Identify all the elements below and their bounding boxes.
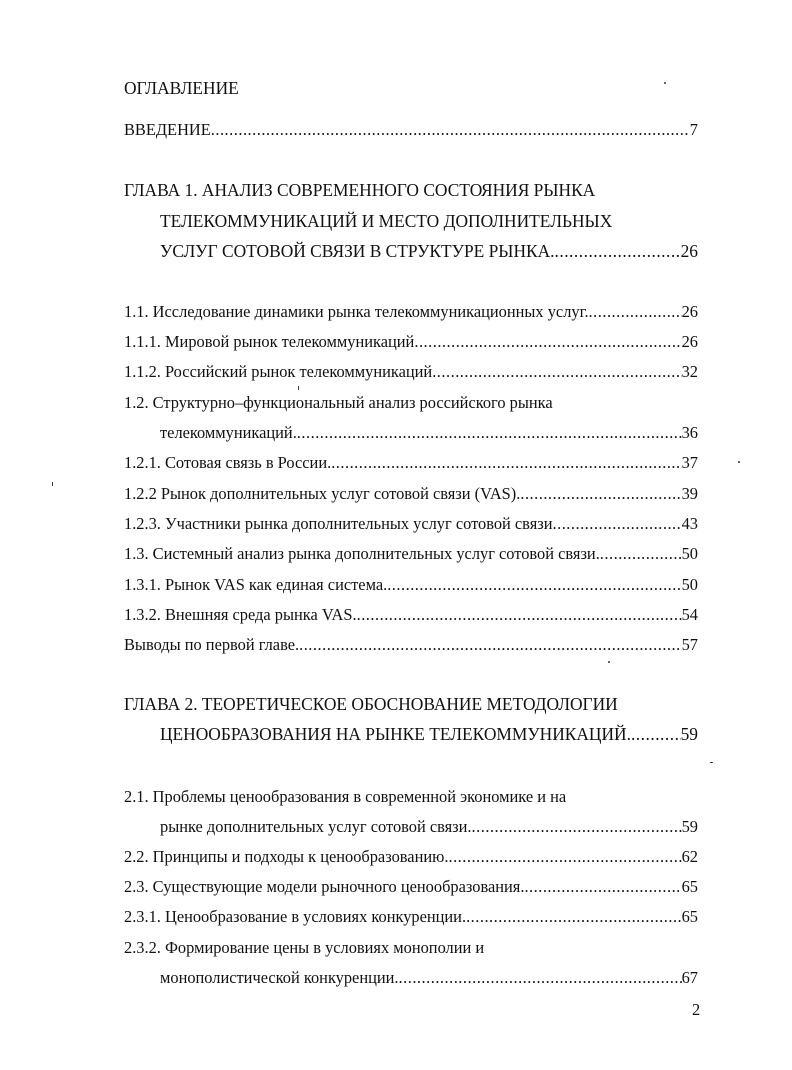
toc-entry-title: 1.1. Исследование динамики рынка телекоммуникационных услуг.	[124, 302, 589, 321]
toc-leader-dots	[631, 724, 681, 744]
toc-leader-dots	[589, 302, 682, 322]
toc-entry-page: 59	[681, 817, 698, 836]
toc-entry-page: 26	[681, 332, 698, 351]
toc-entry-page: 62	[681, 847, 698, 866]
scan-speck	[298, 386, 299, 390]
toc-entry-1-2-3[interactable]	[124, 514, 698, 534]
scan-speck	[738, 461, 740, 463]
toc-entry-title: 1.3.2. Внешняя среда рынка VAS.	[124, 605, 357, 624]
toc-entry-title: 2.3.1. Ценообразование в условиях конкуренции.	[124, 907, 467, 926]
toc-entry-page: 36	[681, 423, 698, 442]
toc-entry-title: ВВЕДЕНИЕ	[124, 120, 211, 139]
toc-entry-page: 43	[681, 514, 698, 533]
scan-speck	[608, 661, 610, 663]
toc-entry-title: Выводы по первой главе.	[124, 635, 300, 654]
toc-entry-2-1-line-2[interactable]	[160, 817, 698, 837]
toc-entry-title: телекоммуникаций.	[160, 423, 297, 442]
toc-leader-dots	[432, 362, 681, 382]
toc-entry-1-3[interactable]	[124, 544, 698, 564]
toc-leader-dots	[299, 635, 682, 655]
toc-entry-title: 1.2.1. Сотовая связь в России.	[124, 453, 332, 472]
toc-entry-introduction[interactable]	[124, 120, 698, 140]
toc-entry-page: 65	[681, 907, 698, 926]
toc-entry-title: 1.2.3. Участники рынка дополнительных услуг сотовой связи	[124, 514, 553, 533]
toc-leader-dots	[331, 453, 681, 473]
toc-chapter-1-line-3[interactable]	[160, 241, 698, 261]
toc-leader-dots	[211, 120, 690, 140]
scan-speck	[710, 762, 713, 763]
toc-entry-title: 2.3. Существующие модели рыночного ценообразования.	[124, 877, 525, 896]
toc-leader-dots	[553, 514, 682, 534]
page-number: 2	[692, 1000, 701, 1019]
toc-entry-page: 54	[681, 605, 698, 624]
toc-leader-dots	[555, 241, 681, 261]
toc-entry-1-2-1[interactable]	[124, 453, 698, 473]
toc-entry-1-1-1[interactable]	[124, 332, 698, 352]
toc-chapter-2-line-2[interactable]	[160, 724, 698, 744]
toc-entry-1-3-1[interactable]	[124, 575, 698, 595]
toc-leader-dots	[357, 605, 682, 625]
toc-entry-page: 7	[689, 120, 698, 139]
toc-leader-dots	[466, 907, 682, 927]
toc-entry-1-2-line-1[interactable]: 1.2. Структурно–функциональный анализ российского рынка	[124, 393, 553, 412]
toc-entry-conclusions-1[interactable]	[124, 635, 698, 655]
toc-entry-2-3-2-line-1[interactable]: 2.3.2. Формирование цены в условиях монополии и	[124, 938, 485, 957]
toc-entry-page: 50	[681, 544, 698, 563]
toc-leader-dots	[520, 484, 681, 504]
toc-entry-title: 1.2.2 Рынок дополнительных услуг сотовой связи (VAS).	[124, 484, 521, 503]
toc-entry-1-2-line-2[interactable]	[160, 423, 698, 443]
toc-entry-title: 1.3. Системный анализ рынка дополнительных услуг сотовой связи.	[124, 544, 600, 563]
toc-entry-title: ЦЕНООБРАЗОВАНИЯ НА РЫНКЕ ТЕЛЕКОММУНИКАЦИЙ.	[160, 724, 631, 744]
toc-leader-dots	[297, 423, 682, 443]
toc-entry-page: 59	[680, 724, 698, 744]
toc-entry-1-3-2[interactable]	[124, 605, 698, 625]
toc-chapter-1-line-2[interactable]: ТЕЛЕКОММУНИКАЦИЙ И МЕСТО ДОПОЛНИТЕЛЬНЫХ	[160, 211, 613, 231]
toc-entry-page: 26	[680, 241, 698, 261]
toc-entry-title: монополистической конкуренции.	[160, 968, 399, 987]
toc-leader-dots	[399, 968, 682, 988]
toc-heading: ОГЛАВЛЕНИЕ	[124, 78, 239, 98]
toc-entry-title: УСЛУГ СОТОВОЙ СВЯЗИ В СТРУКТУРЕ РЫНКА.	[160, 241, 555, 261]
toc-entry-page: 65	[681, 877, 698, 896]
toc-entry-title: 1.1.2. Российский рынок телекоммуникаций	[124, 362, 433, 381]
toc-entry-2-3[interactable]	[124, 877, 698, 897]
toc-entry-2-1-line-1[interactable]: 2.1. Проблемы ценообразования в современной экономике и на	[124, 787, 567, 806]
toc-entry-1-1-2[interactable]	[124, 362, 698, 382]
toc-chapter-1-line-1[interactable]: ГЛАВА 1. АНАЛИЗ СОВРЕМЕННОГО СОСТОЯНИЯ РЫНКА	[124, 180, 596, 200]
scan-speck	[52, 482, 53, 486]
toc-entry-2-3-1[interactable]	[124, 907, 698, 927]
toc-entry-page: 26	[681, 302, 698, 321]
toc-entry-2-2[interactable]	[124, 847, 698, 867]
toc-entry-1-2-2[interactable]	[124, 484, 698, 504]
toc-entry-page: 50	[681, 575, 698, 594]
toc-leader-dots	[524, 877, 681, 897]
toc-entry-title: 2.2. Принципы и подходы к ценообразованию.	[124, 847, 449, 866]
toc-entry-page: 67	[681, 968, 698, 987]
toc-entry-title: рынке дополнительных услуг сотовой связи.	[160, 817, 472, 836]
toc-entry-1-1[interactable]	[124, 302, 698, 322]
scan-speck	[664, 82, 666, 84]
toc-leader-dots	[600, 544, 682, 564]
toc-entry-title: 1.1.1. Мировой рынок телекоммуникаций	[124, 332, 415, 351]
toc-chapter-2-line-1[interactable]: ГЛАВА 2. ТЕОРЕТИЧЕСКОЕ ОБОСНОВАНИЕ МЕТОДОЛОГИИ	[124, 694, 618, 714]
toc-entry-page: 37	[681, 453, 698, 472]
toc-entry-page: 39	[681, 484, 698, 503]
toc-entry-page: 57	[681, 635, 698, 654]
toc-leader-dots	[448, 847, 681, 867]
toc-entry-page: 32	[681, 362, 698, 381]
toc-entry-title: 1.3.1. Рынок VAS как единая система.	[124, 575, 388, 594]
toc-leader-dots	[387, 575, 681, 595]
toc-leader-dots	[472, 817, 682, 837]
toc-leader-dots	[414, 332, 681, 352]
toc-entry-2-3-2-line-2[interactable]	[160, 968, 698, 988]
